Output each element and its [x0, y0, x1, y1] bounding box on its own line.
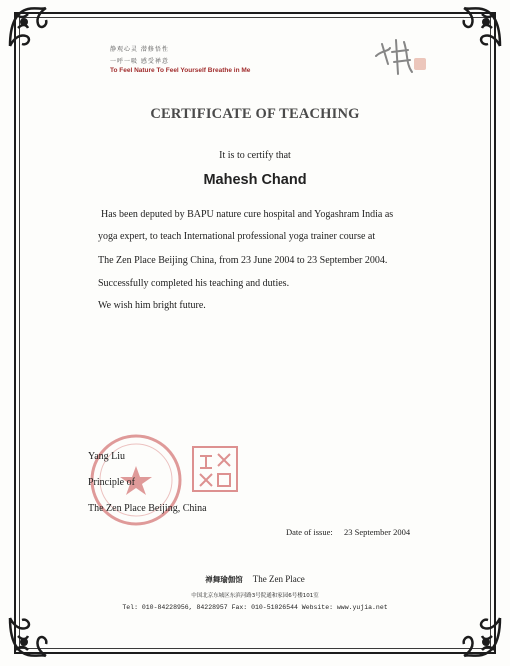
signatory-role: Principle of [88, 477, 135, 488]
certify-line: It is to certify that [219, 150, 291, 161]
personal-seal-icon [192, 446, 238, 492]
body-line-3: The Zen Place Beijing China, from 23 June 2004 to 23 September 2004. [98, 255, 388, 266]
signatory-name: Yang Liu [88, 451, 126, 462]
body-line-4: Successfully completed his teaching and duties. [98, 278, 290, 289]
body-line-2: yoga expert, to teach International professional yoga trainer course at [98, 231, 376, 242]
footer-brand-english: The Zen Place [252, 574, 305, 584]
footer-brand [0, 574, 510, 585]
corner-ornament-bottom-right [458, 614, 504, 660]
footer-contact: Tel: 010-84228956, 84228957 Fax: 010-51026544 Website: www.yujia.net [122, 604, 388, 611]
footer-brand-chinese: 禅舞瑜伽馆 [205, 575, 243, 584]
certificate-title: CERTIFICATE OF TEACHING [150, 106, 360, 122]
corner-ornament-top-right [458, 4, 504, 50]
issue-date-value: 23 September 2004 [344, 527, 411, 537]
corner-ornament-bottom-left [6, 614, 52, 660]
motto-chinese-line-1: 静观心灵 潜修悟性 [110, 46, 169, 53]
body-line-1: Has been deputed by BAPU nature cure hospital and Yogashram India as [101, 209, 394, 220]
footer-address: 中国北京东城区东滨河路3号院通和家园6号楼101室 [191, 593, 319, 599]
corner-ornament-top-left [6, 4, 52, 50]
calligraphy-logo-icon [368, 34, 430, 80]
motto-english: To Feel Nature To Feel Yourself Breathe in Me [110, 67, 251, 74]
recipient-name: Mahesh Chand [203, 172, 307, 188]
body-line-5: We wish him bright future. [98, 300, 206, 311]
signatory-organization: The Zen Place Beijing, China [88, 503, 207, 514]
issue-date-label: Date of issue: [286, 527, 333, 537]
motto-chinese-line-2: 一呼一吸 感受禅意 [110, 58, 169, 65]
